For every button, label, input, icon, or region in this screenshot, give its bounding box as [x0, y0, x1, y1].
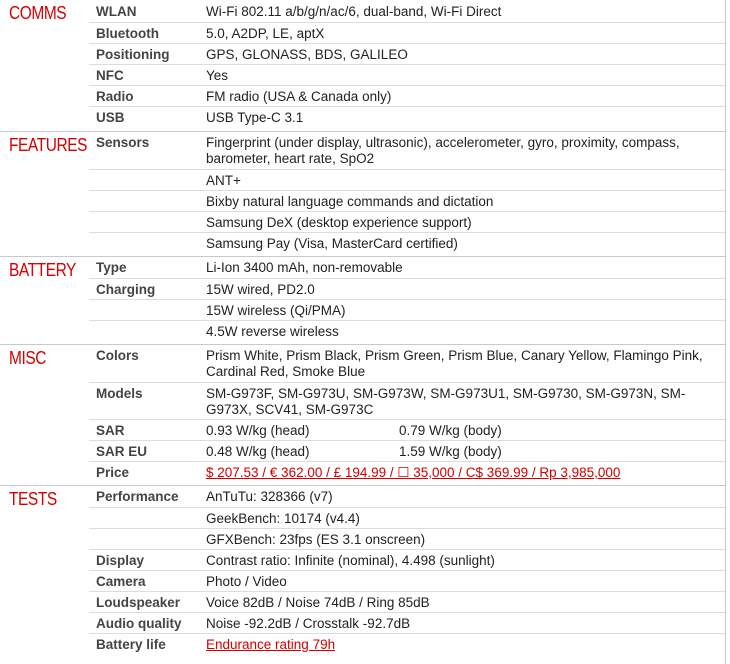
spec-label: Loudspeaker	[96, 595, 181, 610]
spec-value: GeekBench: 10174 (v4.4)	[206, 511, 360, 526]
spec-value: Samsung DeX (desktop experience support)	[206, 215, 472, 230]
spec-row-wireless	[89, 299, 725, 321]
spec-label: Audio quality	[96, 616, 182, 631]
spec-row-usb	[89, 106, 725, 128]
spec-row-ant	[89, 169, 725, 191]
spec-value: Yes	[206, 68, 229, 83]
spec-row-radio	[89, 85, 725, 107]
spec-label: Sensors	[96, 135, 150, 150]
spec-row-colors	[89, 345, 725, 382]
spec-row-models	[89, 382, 725, 420]
spec-row-pay	[89, 232, 725, 254]
section-battery	[0, 256, 726, 344]
spec-value: 4.5W reverse wireless	[206, 324, 339, 339]
spec-label: Price	[96, 465, 130, 480]
spec-value: 15W wired, PD2.0	[206, 282, 315, 297]
spec-value: Fingerprint (under display, ultrasonic), accelerometer, gyro, proximity, compass, barometer, heart rate, SpO2	[206, 135, 680, 166]
spec-value: Li-Ion 3400 mAh, non-removable	[206, 260, 403, 275]
spec-label: NFC	[96, 68, 124, 83]
spec-row-geekbench	[89, 507, 725, 529]
spec-label: Colors	[96, 348, 139, 363]
spec-value: 5.0, A2DP, LE, aptX	[206, 26, 325, 41]
price-link[interactable]: $ 207.53 / € 362.00 / £ 194.99 / ☐ 35,000 / C$ 369.99 / Rp 3,985,000	[206, 465, 621, 480]
spec-row-sar-eu	[89, 440, 725, 462]
spec-value: AnTuTu: 328366 (v7)	[206, 489, 333, 504]
spec-label: Battery life	[96, 637, 166, 652]
section-title: FEATURES	[9, 135, 87, 155]
section-title: BATTERY	[9, 260, 76, 280]
spec-value: USB Type-C 3.1	[206, 110, 304, 125]
spec-value: GPS, GLONASS, BDS, GALILEO	[206, 47, 408, 62]
spec-label: USB	[96, 110, 125, 125]
spec-label: SAR EU	[96, 444, 148, 459]
spec-row-sar	[89, 419, 725, 441]
spec-label: Radio	[96, 89, 134, 104]
spec-value: Photo / Video	[206, 574, 287, 589]
spec-row-camera	[89, 570, 725, 592]
section-features	[0, 131, 726, 256]
spec-label: WLAN	[96, 4, 137, 19]
spec-row-charging	[89, 278, 725, 300]
spec-value: Voice 82dB / Noise 74dB / Ring 85dB	[206, 595, 430, 610]
sar-eu-head-value: 0.48 W/kg (head)	[206, 444, 310, 459]
spec-row-bluetooth	[89, 22, 725, 44]
section-title: MISC	[9, 348, 46, 368]
spec-value: FM radio (USA & Canada only)	[206, 89, 392, 104]
spec-row-battery-life	[89, 633, 725, 655]
section-title: COMMS	[9, 3, 67, 23]
spec-value: Wi-Fi 802.11 a/b/g/n/ac/6, dual-band, Wi-Fi Direct	[206, 4, 502, 19]
spec-row-positioning	[89, 43, 725, 65]
section-misc	[0, 344, 726, 485]
sar-body-value: 0.79 W/kg (body)	[399, 423, 502, 438]
spec-row-sensors	[89, 132, 725, 169]
spec-label: Models	[96, 386, 143, 401]
spec-row-nfc	[89, 64, 725, 86]
sar-head-value: 0.93 W/kg (head)	[206, 423, 310, 438]
spec-value: Bixby natural language commands and dictation	[206, 194, 494, 209]
spec-label: Charging	[96, 282, 156, 297]
spec-value: Prism White, Prism Black, Prism Green, Prism Blue, Canary Yellow, Flamingo Pink, Cardinal Red, Smoke Blue	[206, 348, 703, 379]
spec-row-dex	[89, 211, 725, 233]
spec-row-price	[89, 461, 725, 483]
spec-label: Positioning	[96, 47, 170, 62]
spec-label: SAR	[96, 423, 125, 438]
spec-label: Performance	[96, 489, 179, 504]
spec-label: Camera	[96, 574, 146, 589]
spec-value: ANT+	[206, 173, 241, 188]
sar-eu-body-value: 1.59 W/kg (body)	[399, 444, 502, 459]
spec-row-wlan	[89, 1, 725, 22]
spec-row-audio-quality	[89, 612, 725, 634]
spec-value: Samsung Pay (Visa, MasterCard certified)	[206, 236, 458, 251]
section-title: TESTS	[9, 489, 57, 509]
spec-value	[206, 423, 707, 439]
spec-row-type	[89, 257, 725, 278]
spec-row-loudspeaker	[89, 591, 725, 613]
spec-row-reverse	[89, 320, 725, 342]
spec-value	[206, 444, 707, 460]
spec-value: GFXBench: 23fps (ES 3.1 onscreen)	[206, 532, 426, 547]
spec-value: Contrast ratio: Infinite (nominal), 4.498 (sunlight)	[206, 553, 495, 568]
spec-value: Noise -92.2dB / Crosstalk -92.7dB	[206, 616, 411, 631]
section-tests	[0, 485, 726, 664]
endurance-rating-link[interactable]: Endurance rating 79h	[206, 637, 336, 652]
spec-label: Display	[96, 553, 145, 568]
spec-label: Bluetooth	[96, 26, 159, 41]
spec-value: 15W wireless (Qi/PMA)	[206, 303, 346, 318]
spec-row-gfxbench	[89, 528, 725, 550]
spec-label: Type	[96, 260, 127, 275]
section-comms	[0, 0, 726, 131]
spec-row-performance	[89, 486, 725, 507]
spec-row-bixby	[89, 190, 725, 212]
spec-value: SM-G973F, SM-G973U, SM-G973W, SM-G973U1, SM-G9730, SM-G973N, SM-G973X, SCV41, SM-G973C	[206, 386, 686, 417]
spec-row-display	[89, 549, 725, 571]
